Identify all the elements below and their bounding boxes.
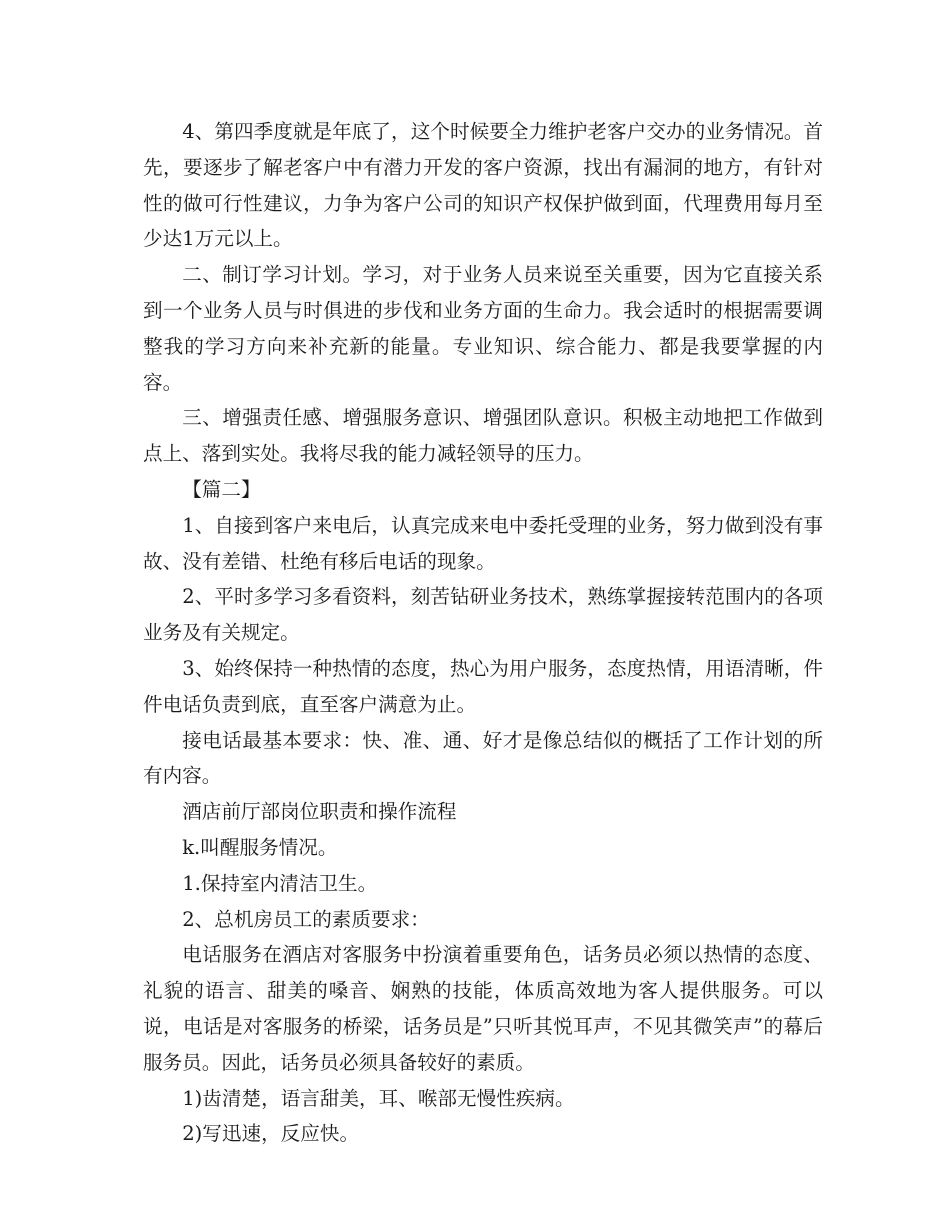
paragraph-item-2: 2、平时多学习多看资料，刻苦钻研业务技术，熟练掌握接转范围内的各项业务及有关规定。 <box>143 585 823 645</box>
paragraph-phone-requirements: 接电话最基本要求：快、准、通、好才是像总结似的概括了工作计划的所有内容。 <box>143 728 823 788</box>
paragraph-item-1: 1、自接到客户来电后，认真完成来电中委托受理的业务，努力做到没有事故、没有差错、杜绝有移后电话的现象。 <box>143 513 823 573</box>
paragraph-staff-quality: 2、总机房员工的素质要求： <box>182 907 430 931</box>
document-body <box>143 114 823 1152</box>
paragraph-front-office-title: 酒店前厅部岗位职责和操作流程 <box>182 800 457 824</box>
paragraph-wakeup-service: k.叫醒服务情况。 <box>182 835 338 859</box>
paragraph-study-plan: 二、制订学习计划。学习，对于业务人员来说至关重要，因为它直接关系到一个业务人员与时俱进的步伐和业务方面的生命力。我会适时的根据需要调整我的学习方向来补充新的能量。专业知识、综合能力、都是我要掌握的内容。 <box>143 263 823 394</box>
paragraph-item-3: 3、始终保持一种热情的态度，热心为用户服务，态度热情，用语清晰，件件电话负责到底，直至客户满意为止。 <box>143 656 823 716</box>
section-heading-part-two: 【篇二】 <box>182 477 261 501</box>
paragraph-phone-service: 电话服务在酒店对客服务中扮演着重要角色，话务员必须以热情的态度、礼貌的语言、甜美的嗓音、娴熟的技能，体质高效地为客人提供服务。可以说，电话是对客服务的桥梁，话务员是”只听其悦耳声，不见其微笑声”的幕后服务员。因此，话务员必须具备较好的素质。 <box>143 943 823 1074</box>
paragraph-speech-clarity: 1)齿清楚，语言甜美，耳、喉部无慢性疾病。 <box>182 1086 575 1110</box>
paragraph-responsibility: 三、增强责任感、增强服务意识、增强团队意识。积极主动地把工作做到点上、落到实处。我将尽我的能力减轻领导的压力。 <box>143 406 823 466</box>
paragraph-cleanliness: 1.保持室内清洁卫生。 <box>182 871 378 895</box>
paragraph-q4-clients: 4、第四季度就是年底了，这个时候要全力维护老客户交办的业务情况。首先，要逐步了解老客户中有潜力开发的客户资源，找出有漏洞的地方，有针对性的做可行性建议，力争为客户公司的知识产权保护做到面，代理费用每月至少达1万元以上。 <box>143 120 823 251</box>
paragraph-writing-speed: 2)写迅速，反应快。 <box>182 1122 360 1146</box>
